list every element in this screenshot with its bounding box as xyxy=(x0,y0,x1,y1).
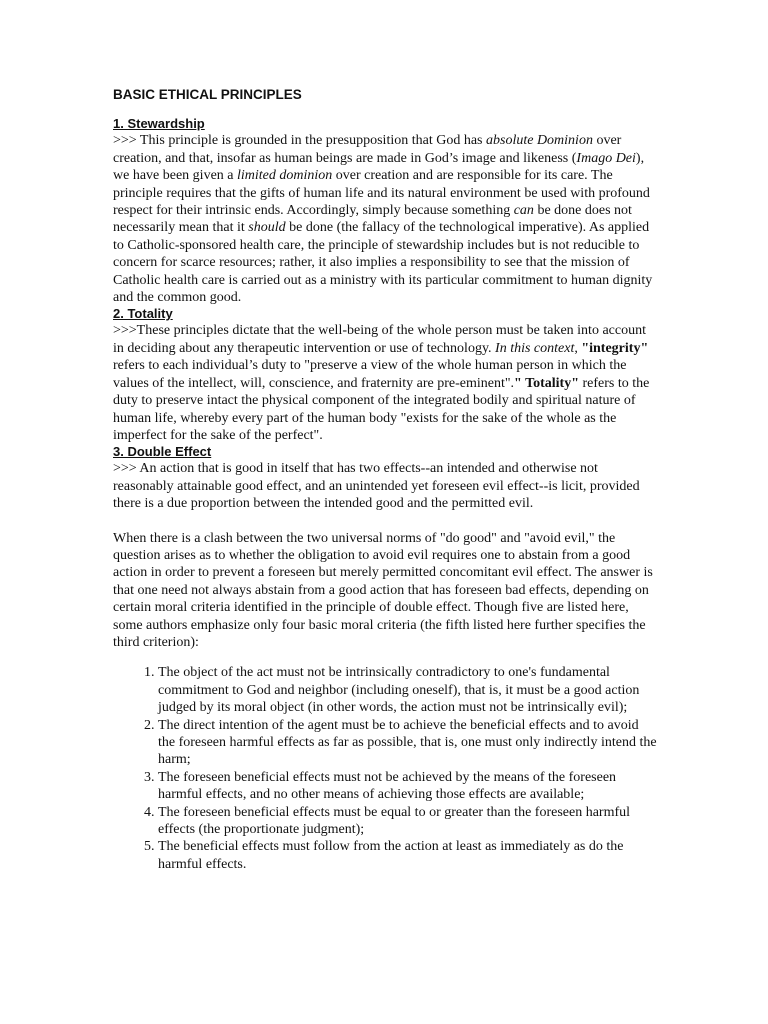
italic-run: can xyxy=(513,203,534,219)
stewardship-paragraph xyxy=(113,132,658,306)
text-run: over creation, and that, insofar as human beings are made in God’s image and likeness ( xyxy=(113,133,622,166)
text-run: refers to each individual’s duty to "preserve a view of the whole human person in which the values of the intellect, will, conscience, and fraternity are pre-eminent". xyxy=(113,358,627,391)
list-item: 3. The foreseen beneficial effects must not be achieved by the means of the foreseen harmful effects, and no other means of achieving those effects are available; xyxy=(158,769,658,804)
italic-run: Imago Dei xyxy=(576,150,636,166)
text-run: ), we have been given a xyxy=(113,150,645,184)
list-item: 1. The object of the act must not be intrinsically contradictory to one's fundamental commitment to God and neighbor (including oneself), that is, it must be a good action judged by its moral object (in other words, the action must not be intrinsically evil); xyxy=(158,664,658,716)
double-effect-discussion: When there is a clash between the two universal norms of "do good" and "avoid evil," the question arises as to whether the obligation to avoid evil requires one to abstain from a good action in order to prevent a foreseen but merely permitted concomitant evil effect. The answer is that one need not always abstain from a good action that has foreseen bad effects, depending on certain moral criteria identified in the principle of double effect. Though five are listed here, some authors emphasize only four basic moral criteria (the fifth listed here further specifies the third criterion): xyxy=(113,530,653,650)
text-run: over creation and are responsible for its care. The principle requires that the gifts of human life and its natural environment be used with profound respect for their intrinsic ends. Accordingly, simply because something xyxy=(113,168,650,219)
italic-run: In this context xyxy=(495,340,575,356)
section-heading-double-effect: 3. Double Effect xyxy=(113,444,212,460)
list-item: 5. The beneficial effects must follow from the action at least as immediately as do the harmful effects. xyxy=(158,838,658,873)
list-item: 2. The direct intention of the agent must be to achieve the beneficial effects and to avoid the foreseen harmful effects as far as possible, that is, one must only indirectly intend the harm; xyxy=(158,717,658,769)
totality-paragraph xyxy=(113,322,658,444)
section-heading-stewardship: 1. Stewardship xyxy=(113,116,205,132)
section-double-effect xyxy=(113,444,658,873)
paragraph-spacer xyxy=(113,513,658,530)
document-page xyxy=(113,86,658,873)
italic-run: absolute Dominion xyxy=(486,133,593,149)
text-run: be done does not necessarily mean that it xyxy=(113,203,632,236)
text-run: >>> This principle is grounded in the presupposition that God has xyxy=(113,133,486,149)
text-run: refers to the duty to preserve intact the physical component of the integrated bodily and spiritual nature of human life, whereby every part of the human body "exists for the sake of the whole as the imperfect for the sake of the perfect". xyxy=(113,375,650,443)
bold-run: "integrity" xyxy=(581,340,649,356)
document-title: BASIC ETHICAL PRINCIPLES xyxy=(113,87,302,102)
text-run: >>>These principles dictate that the well-being of the whole person must be taken into account in deciding about any therapeutic intervention or use of technology. xyxy=(113,323,646,356)
criteria-list xyxy=(113,664,658,873)
text-run: be done (the fallacy of the technological imperative). As applied to Catholic-sponsored health care, the principle of stewardship includes but is not reducible to concern for scarce resources; rather, it also implies a responsibility to see that the mission of Catholic health care is carried out as a ministry with its particular commitment to human dignity and the common good. xyxy=(113,220,653,306)
section-stewardship xyxy=(113,116,658,306)
bold-run: " Totality" xyxy=(514,375,579,391)
text-run: , xyxy=(574,340,582,356)
list-item: 4. The foreseen beneficial effects must be equal to or greater than the foreseen harmful effects (the proportionate judgment); xyxy=(158,804,658,839)
section-heading-totality: 2. Totality xyxy=(113,306,173,322)
italic-run: limited dominion xyxy=(237,168,333,184)
italic-run: should xyxy=(248,220,286,236)
section-totality xyxy=(113,306,658,444)
double-effect-paragraph: >>> An action that is good in itself that has two effects--an intended and otherwise not reasonably attainable good effect, and an unintended yet foreseen evil effect--is licit, provided there is a due proportion between the intended good and the permitted evil. xyxy=(113,461,640,512)
